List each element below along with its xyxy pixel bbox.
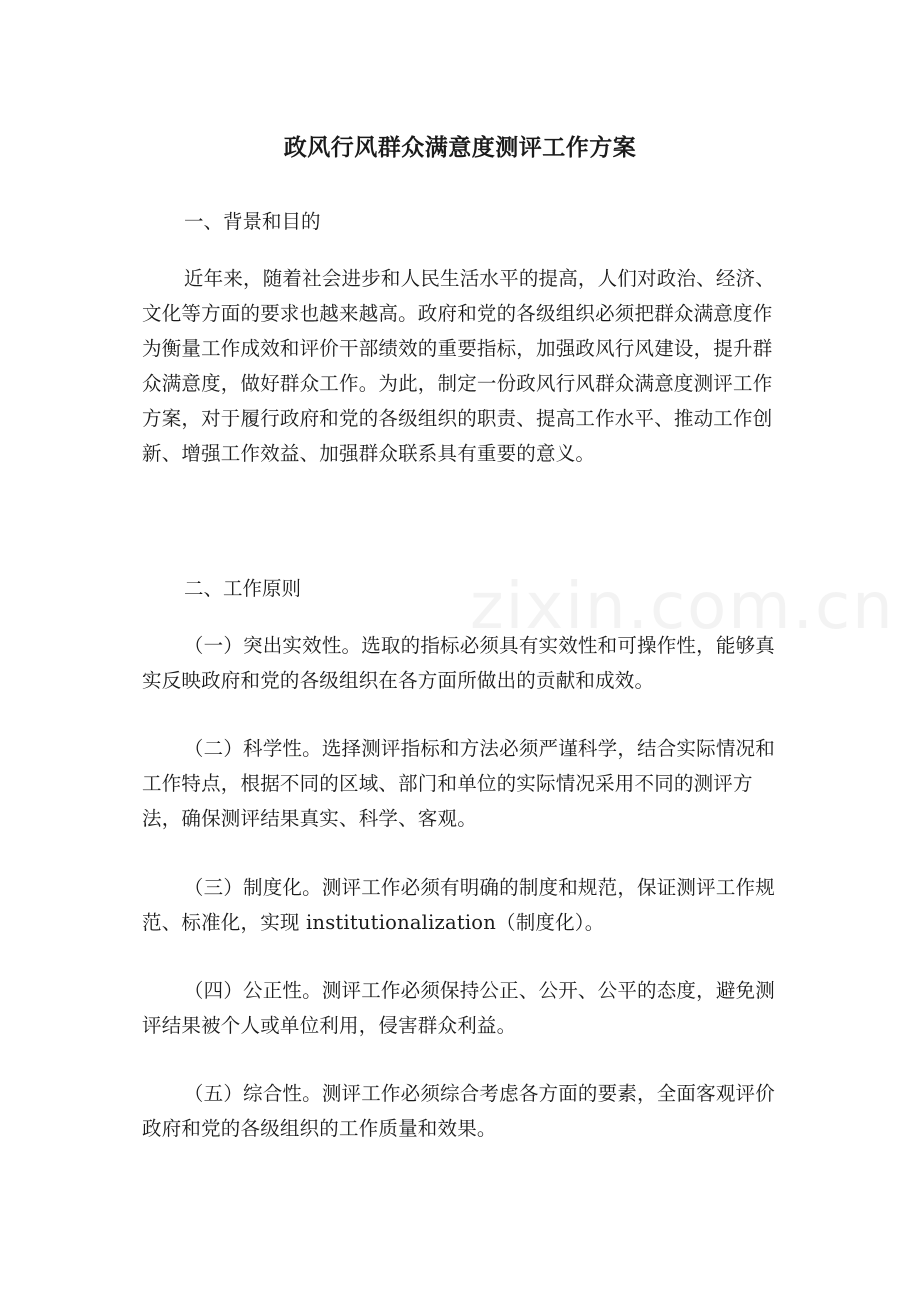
principle-5: （五）综合性。测评工作必须综合考虑各方面的要素，全面客观评价政府和党的各级组织的工作质量和效果。: [142, 1082, 775, 1140]
document-title: 政风行风群众满意度测评工作方案: [283, 135, 637, 161]
watermark: zixin.com.cn: [470, 570, 895, 644]
paragraph-background: 近年来，随着社会进步和人民生活水平的提高，人们对政治、经济、文化等方面的要求也越来越高。政府和党的各级组织必须把群众满意度作为衡量工作成效和评价干部绩效的重要指标，加强政风行风建设，提升群众满意度，做好群众工作。为此，制定一份政风行风群众满意度测评工作方案，对于履行政府和党的各级组织的职责、提高工作水平、推动工作创新、增强工作效益、加强群众联系具有重要的意义。: [142, 267, 775, 465]
principle-3: （三）制度化。测评工作必须有明确的制度和规范，保证测评工作规范、标准化，实现 institutionalization（制度化）。: [142, 876, 775, 934]
principle-1: （一）突出实效性。选取的指标必须具有实效性和可操作性，能够真实反映政府和党的各级组织在各方面所做出的贡献和成效。: [142, 634, 775, 692]
section-heading-principles: 二、工作原则: [184, 577, 302, 600]
principle-2: （二）科学性。选择测评指标和方法必须严谨科学，结合实际情况和工作特点，根据不同的区域、部门和单位的实际情况采用不同的测评方法，确保测评结果真实、科学、客观。: [142, 737, 775, 830]
principle-4: （四）公正性。测评工作必须保持公正、公开、公平的态度，避免测评结果被个人或单位利用，侵害群众利益。: [142, 979, 775, 1037]
section-heading-background: 一、背景和目的: [184, 210, 321, 233]
